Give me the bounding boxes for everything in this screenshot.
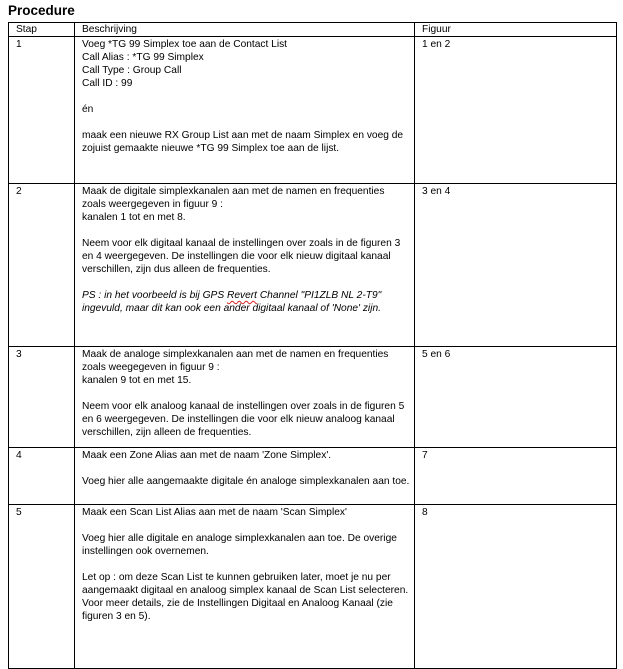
- step-description: [75, 37, 415, 184]
- blank-line: [82, 224, 410, 237]
- description-line: kanalen 9 tot en met 15.: [82, 375, 192, 386]
- step-number: 3: [9, 347, 75, 448]
- step-number: 5: [9, 505, 75, 669]
- procedure-table: [8, 22, 617, 669]
- description-line: Call ID : 99: [82, 78, 133, 89]
- blank-line: [82, 462, 410, 475]
- table-row: [9, 448, 617, 505]
- table-row: [9, 37, 617, 184]
- step-description: [75, 448, 415, 505]
- procedure-heading: Procedure: [8, 3, 75, 18]
- description-line: Neem voor elk analoog kanaal de instellingen over zoals in de figuren 5 en 6 weergegeven. De instellingen die voor elk nieuw analoog kanaal verschillen, zijn alleen de frequenties.: [82, 401, 405, 438]
- step-description: [75, 184, 415, 347]
- step-description: [75, 347, 415, 448]
- blank-line: [82, 558, 410, 571]
- description-line: maak een nieuwe RX Group List aan met de naam Simplex en voeg de zojuist gemaakte nieuwe *TG 99 Simplex toe aan de lijst.: [82, 130, 404, 154]
- description-line: Maak een Scan List Alias aan met de naam 'Scan Simplex': [82, 507, 347, 518]
- description-line: Call Type : Group Call: [82, 65, 182, 76]
- description-line: én: [82, 104, 94, 115]
- figure-reference: 8: [415, 505, 617, 669]
- step-number: 4: [9, 448, 75, 505]
- table-row: [9, 347, 617, 448]
- description-line: Call Alias : *TG 99 Simplex: [82, 52, 204, 63]
- table-header-row: [9, 23, 617, 37]
- table-row: [9, 505, 617, 669]
- description-line: kanalen 1 tot en met 8.: [82, 212, 186, 223]
- ps-note: PS : in het voorbeeld is bij GPS Revert Channel "PI1ZLB NL 2-T9" ingevuld, maar dit kan ook een ander digitaal kanaal of 'None' zijn.: [82, 290, 382, 314]
- description-line: Maak een Zone Alias aan met de naam 'Zone Simplex'.: [82, 450, 332, 461]
- blank-line: [82, 276, 410, 289]
- figure-reference: 1 en 2: [415, 37, 617, 184]
- description-line: Neem voor elk digitaal kanaal de instellingen over zoals in de figuren 3 en 4 weergegeven. De instellingen die voor elk nieuw digitaal kanaal verschillen, zijn dus alleen de frequenties.: [82, 238, 401, 275]
- step-number: 1: [9, 37, 75, 184]
- blank-line: [82, 387, 410, 400]
- figure-reference: 3 en 4: [415, 184, 617, 347]
- blank-line: [82, 116, 410, 129]
- figure-reference: 5 en 6: [415, 347, 617, 448]
- column-header-figure: Figuur: [415, 23, 617, 37]
- description-line: Voeg *TG 99 Simplex toe aan de Contact List: [82, 39, 288, 50]
- column-header-description: Beschrijving: [75, 23, 415, 37]
- blank-line: [82, 519, 410, 532]
- blank-line: [82, 90, 410, 103]
- description-line: Voeg hier alle aangemaakte digitale én analoge simplexkanalen aan toe.: [82, 476, 410, 487]
- step-description: [75, 505, 415, 669]
- description-line: Let op : om deze Scan List te kunnen gebruiken later, moet je nu per aangemaakt digitaal en analoog simplex kanaal de Scan List selecteren. Voor meer details, zie de Instellingen Digitaal en Analoog Kanaal (zie figuren 3 en 5).: [82, 572, 409, 622]
- column-header-step: Stap: [9, 23, 75, 37]
- description-line: Maak de analoge simplexkanalen aan met de namen en frequenties zoals weegegeven in figuur 9 :: [82, 349, 389, 373]
- figure-reference: 7: [415, 448, 617, 505]
- step-number: 2: [9, 184, 75, 347]
- description-line: Maak de digitale simplexkanalen aan met de namen en frequenties zoals weergegeven in figuur 9 :: [82, 186, 385, 210]
- description-line: Voeg hier alle digitale en analoge simplexkanalen aan toe. De overige instellingen ook overnemen.: [82, 533, 397, 557]
- table-row: [9, 184, 617, 347]
